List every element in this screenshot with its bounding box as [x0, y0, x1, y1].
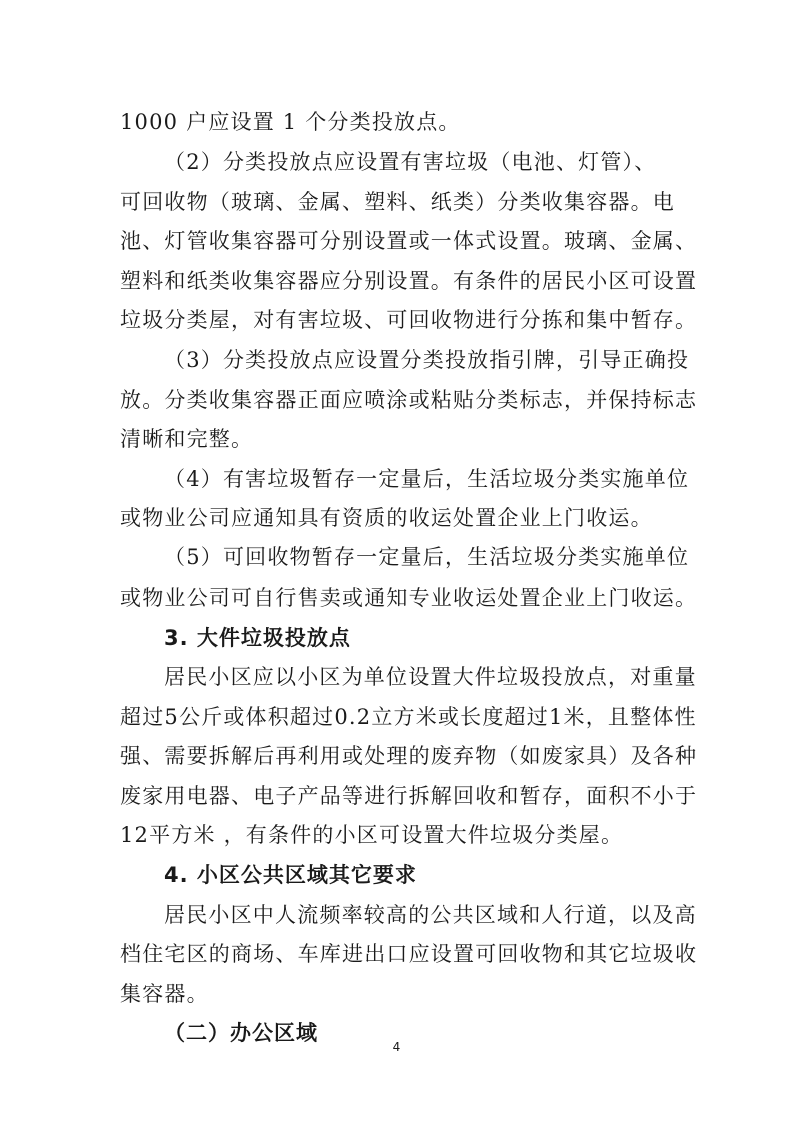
paragraph-line: 废家用电器、电子产品等进行拆解回收和暂存，面积不小于: [120, 784, 698, 808]
paragraph-line: 集容器。: [120, 982, 209, 1006]
paragraph-line: 居民小区中人流频率较高的公共区域和人行道，以及高: [164, 903, 697, 927]
paragraph-line: 居民小区应以小区为单位设置大件垃圾投放点，对重量: [164, 665, 697, 689]
section-heading: 4. 小区公共区域其它要求: [164, 863, 417, 887]
paragraph-line: 或物业公司应通知具有资质的收运处置企业上门收运。: [120, 506, 653, 530]
section-heading: （二）办公区域: [164, 1021, 318, 1045]
paragraph-line: 放。分类收集容器正面应喷涂或粘贴分类标志，并保持标志: [120, 388, 698, 412]
paragraph-line: 或物业公司可自行售卖或通知专业收运处置企业上门收运。: [120, 586, 698, 610]
paragraph-line: 档住宅区的商场、车库进出口应设置可回收物和其它垃圾收: [120, 942, 698, 966]
paragraph-line: 清晰和完整。: [120, 427, 254, 451]
paragraph-line: （5）可回收物暂存一定量后，生活垃圾分类实施单位: [164, 545, 690, 569]
paragraph-line: 超过5公斤或体积超过0.2立方米或长度超过1米，且整体性: [120, 705, 697, 729]
paragraph-line: （4）有害垃圾暂存一定量后，生活垃圾分类实施单位: [164, 467, 690, 491]
paragraph-line: 可回收物（玻璃、金属、塑料、纸类）分类收集容器。电: [120, 190, 675, 214]
paragraph-line: 塑料和纸类收集容器应分别设置。有条件的居民小区可设置: [120, 269, 698, 293]
paragraph-line: （2）分类投放点应设置有害垃圾（电池、灯管）、: [164, 150, 657, 174]
page-number: 4: [392, 1040, 401, 1054]
paragraph-line: 池、灯管收集容器可分别设置或一体式设置。玻璃、金属、: [120, 229, 698, 253]
paragraph-line: 1000 户应设置 1 个分类投放点。: [120, 110, 461, 134]
section-heading: 3. 大件垃圾投放点: [164, 626, 351, 650]
paragraph-line: 强、需要拆解后再利用或处理的废弃物（如废家具）及各种: [120, 744, 698, 768]
paragraph-line: （3）分类投放点应设置分类投放指引牌，引导正确投: [164, 348, 690, 372]
paragraph-line: 12平方米 ，有条件的小区可设置大件垃圾分类屋。: [120, 823, 624, 847]
paragraph-line: 垃圾分类屋，对有害垃圾、可回收物进行分拣和集中暂存。: [120, 308, 698, 332]
